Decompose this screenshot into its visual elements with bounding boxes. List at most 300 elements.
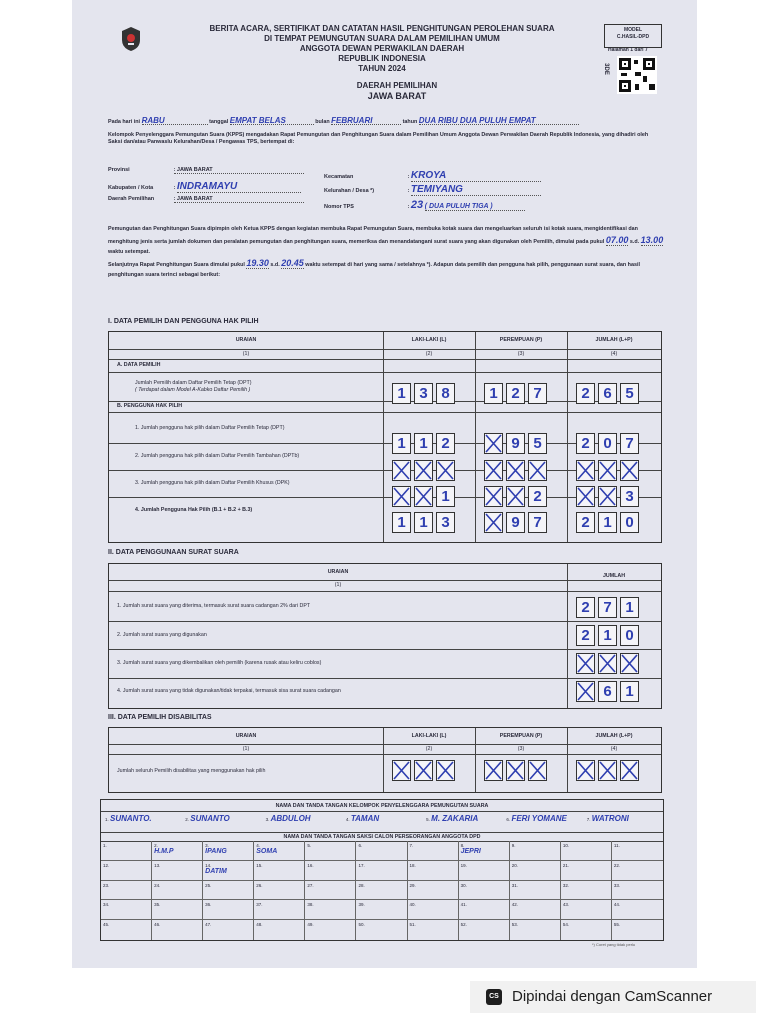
ss-r2-label: 2. Jumlah surat suara yang digunakan — [117, 632, 207, 638]
kpps-number: 2. — [185, 817, 191, 822]
saksi-signature-cell — [408, 920, 459, 940]
digit-box: 1 — [392, 383, 411, 404]
ss-r3-digits — [576, 653, 639, 674]
crossed-digit-box — [506, 460, 525, 481]
digit-box: 3 — [620, 486, 639, 507]
day-label: Pada hari ini — [108, 119, 141, 125]
cross-mark-icon — [437, 761, 454, 780]
saksi-signature-cell — [612, 900, 663, 920]
col-perempuan: PEREMPUAN (P) — [499, 733, 543, 739]
model-code: C.HASIL-DPD — [616, 34, 650, 40]
cross-mark-icon — [415, 487, 432, 506]
digit-box: 0 — [598, 433, 617, 454]
saksi-number: 34. — [103, 902, 110, 908]
saksi-number: 6. — [358, 843, 363, 848]
digit-box: 7 — [528, 383, 547, 404]
saksi-number: 15. — [256, 862, 263, 868]
saksi-number: 7. — [409, 843, 414, 848]
kpps-name: ABDULOH — [270, 814, 311, 823]
col-num: (1) — [242, 746, 250, 752]
qr-side-text: 3DE — [602, 63, 609, 75]
cross-mark-icon — [577, 654, 594, 673]
col-uraian: URAIAN — [235, 337, 257, 343]
cross-mark-icon — [485, 461, 502, 480]
kabupaten-row: Kabupaten / Kota : INDRAMAYU — [108, 181, 301, 193]
saksi-signature-cell — [305, 841, 356, 861]
dis-j-digits — [576, 760, 639, 781]
saksi-signature-cell — [459, 861, 510, 881]
crossed-digit-box — [484, 460, 503, 481]
col-laki-laki: LAKI-LAKI (L) — [411, 337, 447, 343]
crossed-digit-box — [392, 760, 411, 781]
saksi-number: 38. — [307, 902, 314, 908]
saksi-signature-cell — [510, 861, 561, 881]
saksi-signature-cell — [203, 920, 254, 940]
saksi-signature-cell — [152, 900, 203, 920]
b3-j-digits — [576, 486, 639, 507]
saksi-number: 40. — [409, 902, 416, 908]
digit-box: 2 — [576, 433, 595, 454]
digit-box: 2 — [576, 625, 595, 646]
saksi-signature-cell — [254, 861, 305, 881]
desa-label: Kelurahan / Desa *) — [324, 188, 375, 194]
kpps-signature-cell — [587, 814, 661, 823]
kpps-signature-cell — [266, 814, 340, 823]
b2-j-digits — [576, 460, 639, 481]
saksi-number: 51. — [409, 922, 416, 928]
kpps-heading: NAMA DAN TANDA TANGAN KELOMPOK PENYELENGGARA PEMUNGUTAN SUARA — [275, 803, 489, 809]
b2-p-digits — [484, 460, 547, 481]
saksi-signature-grid — [101, 841, 663, 940]
saksi-signature-cell — [561, 841, 612, 861]
saksi-number: 16. — [307, 862, 314, 868]
saksi-signature-cell — [510, 841, 561, 861]
crossed-digit-box — [484, 512, 503, 533]
b4-j-digits — [576, 512, 639, 533]
saksi-signature-cell — [101, 920, 152, 940]
kpps-number: 3. — [265, 817, 271, 822]
crossed-digit-box — [598, 760, 617, 781]
saksi-number: 2. — [154, 843, 158, 848]
crossed-digit-box — [392, 460, 411, 481]
saksi-number: 42. — [511, 902, 518, 908]
col-laki-laki: LAKI-LAKI (L) — [411, 733, 447, 739]
title-line: ANGGOTA DEWAN PERWAKILAN DAERAH — [299, 44, 465, 53]
kpps-name: M. ZAKARIA — [431, 814, 479, 823]
b3-label: 3. Jumlah pengguna hak pilih dalam Daftar Pemilih Khusus (DPK) — [135, 480, 290, 486]
cross-mark-icon — [577, 682, 594, 701]
kecamatan-label: Kecamatan — [324, 174, 354, 180]
saksi-number: 43. — [562, 902, 570, 908]
saksi-number: 50. — [358, 922, 365, 928]
b2-l-digits — [392, 460, 455, 481]
saksi-number: 31. — [511, 882, 518, 888]
saksi-number: 9. — [511, 843, 516, 848]
saksi-signature-cell — [305, 881, 356, 901]
ss-r2-digits — [576, 625, 639, 646]
saksi-number: 49. — [307, 922, 314, 928]
saksi-signature-cell — [459, 881, 510, 901]
saksi-signature-cell — [510, 900, 561, 920]
saksi-signature-cell — [254, 881, 305, 901]
saksi-signature-cell — [305, 920, 356, 940]
saksi-number: 4. — [256, 843, 261, 848]
saksi-number: 13. — [154, 862, 161, 868]
process-paragraph — [108, 224, 668, 281]
digit-box: 2 — [576, 512, 595, 533]
kpps-signature-cell — [426, 814, 500, 823]
saksi-signature-cell — [612, 841, 663, 861]
saksi-number: 46. — [154, 922, 161, 928]
ss-r3-label: 3. Jumlah surat suara yang dikembalikan oleh pemilih (karena rusak atau keliru coblos) — [117, 660, 322, 666]
digit-box: 1 — [620, 597, 639, 618]
provinsi-row — [108, 167, 304, 174]
col-perempuan: PEREMPUAN (P) — [499, 337, 543, 343]
dis-l-digits — [392, 760, 455, 781]
cross-mark-icon — [485, 513, 502, 532]
saksi-signature-cell — [101, 881, 152, 901]
cross-mark-icon — [529, 461, 546, 480]
camscanner-text: Dipindai dengan CamScanner — [512, 988, 713, 1005]
subsection-b: B. PENGGUNA HAK PILIH — [117, 403, 183, 409]
saksi-signature-cell — [254, 900, 305, 920]
saksi-number: 26. — [256, 882, 263, 888]
saksi-signature-cell — [254, 920, 305, 940]
col-num: (3) — [517, 746, 525, 752]
saksi-number: 3. — [205, 843, 209, 848]
camscanner-logo-icon: CS — [486, 989, 502, 1005]
digit-box: 1 — [598, 512, 617, 533]
saksi-signature-cell — [459, 920, 510, 940]
cross-mark-icon — [507, 461, 524, 480]
provinsi-label: Provinsi — [108, 167, 130, 173]
dapil-field-value: : JAWA BARAT — [174, 196, 304, 203]
saksi-signature-cell — [612, 881, 663, 901]
date-value: EMPAT BELAS — [230, 117, 314, 125]
saksi-number: 48. — [256, 922, 263, 928]
saksi-signature-cell — [152, 841, 203, 861]
digit-box: 1 — [436, 486, 455, 507]
dapil-field-label: Daerah Pemilihan — [108, 196, 155, 202]
digit-box: 7 — [598, 597, 617, 618]
b1-j-digits — [576, 433, 639, 454]
col-jumlah: JUMLAH (L+P) — [595, 337, 633, 343]
process-text-3: waktu setempat di hari yang sama / setelahnya *). Adapun data pemilih dan pengguna hak pilih, penggunaan surat suara, dan hasil penghitungan suara terinci sebagai berikut: — [108, 261, 640, 278]
kpps-signature-cell — [105, 814, 179, 823]
cross-mark-icon — [507, 761, 524, 780]
cross-mark-icon — [529, 761, 546, 780]
saksi-number: 52. — [460, 922, 467, 928]
page-number: Halaman 1 dari 7 — [608, 47, 648, 53]
saksi-number: 54. — [562, 922, 570, 928]
crossed-digit-box — [528, 460, 547, 481]
kpps-name: SUNANTO — [190, 814, 230, 823]
saksi-signature-cell — [408, 881, 459, 901]
kpps-number: 7. — [586, 817, 592, 822]
cross-mark-icon — [599, 761, 616, 780]
saksi-number: 44. — [613, 902, 621, 908]
saksi-signature-cell — [561, 861, 612, 881]
process-text-2: Selanjutnya Rapat Penghitungan Suara dimulai pukul — [108, 261, 245, 268]
crossed-digit-box — [392, 486, 411, 507]
crossed-digit-box — [506, 760, 525, 781]
saksi-signature-cell — [203, 900, 254, 920]
saksi-number: 28. — [358, 882, 365, 888]
end-count-time: 20.45 — [281, 257, 304, 268]
dpt-l-digits — [392, 383, 455, 404]
kpps-name: WATRONI — [591, 814, 629, 823]
saksi-signature-cell — [408, 861, 459, 881]
provinsi-value: : JAWA BARAT — [174, 167, 304, 174]
dpt-note: ( Terdapat dalam Model A-Kabko Daftar Pemilih ) — [135, 387, 251, 393]
end-vote-time: 13.00 — [640, 234, 664, 245]
b3-p-digits — [484, 486, 547, 507]
saksi-number: 53. — [511, 922, 518, 928]
saksi-number: 33. — [613, 882, 621, 888]
desa-row: Kelurahan / Desa *) : TEMIYANG — [324, 184, 541, 196]
start-count-time: 19.30 — [246, 257, 269, 268]
saksi-number: 14. — [205, 862, 212, 868]
saksi-signature-cell — [356, 841, 407, 861]
kpps-signature-row — [101, 811, 663, 832]
dapil-value: JAWA BARAT — [367, 91, 427, 101]
saksi-signature-cell — [254, 841, 305, 861]
b4-l-digits — [392, 512, 455, 533]
b2-label: 2. Jumlah pengguna hak pilih dalam Daftar Pemilih Tambahan (DPTb) — [135, 453, 300, 459]
saksi-signature-cell — [510, 920, 561, 940]
digit-box: 1 — [598, 625, 617, 646]
saksi-signature-cell — [101, 861, 152, 881]
saksi-number: 5. — [307, 843, 312, 848]
title-line: REPUBLIK INDONESIA — [338, 54, 426, 63]
saksi-signature-cell — [561, 920, 612, 940]
saksi-number: 17. — [358, 862, 365, 868]
crossed-digit-box — [414, 760, 433, 781]
col-num: (2) — [425, 746, 433, 752]
saksi-signature-cell — [152, 920, 203, 940]
crossed-digit-box — [528, 760, 547, 781]
saksi-signature-cell — [612, 861, 663, 881]
saksi-signature-cell — [101, 900, 152, 920]
saksi-number: 1. — [103, 843, 107, 848]
crossed-digit-box — [414, 486, 433, 507]
saksi-number: 21. — [562, 862, 570, 868]
crossed-digit-box — [576, 653, 595, 674]
dpt-p-digits — [484, 383, 547, 404]
tps-value: 23 — [410, 199, 424, 211]
qr-code-icon — [617, 56, 657, 94]
saksi-number: 41. — [460, 902, 467, 908]
digit-box: 5 — [620, 383, 639, 404]
crossed-digit-box — [620, 760, 639, 781]
saksi-name: H.M.P — [154, 848, 174, 855]
digit-box: 1 — [620, 681, 639, 702]
crossed-digit-box — [436, 760, 455, 781]
col-num: (1) — [242, 351, 250, 357]
kecamatan-row: Kecamatan : KROYA — [324, 170, 541, 182]
crossed-digit-box — [620, 460, 639, 481]
document-title — [182, 24, 582, 74]
dapil-heading — [312, 80, 482, 102]
saksi-signature-cell — [561, 900, 612, 920]
col-num: (3) — [517, 351, 525, 357]
cross-mark-icon — [485, 434, 502, 453]
intro-date-line — [108, 117, 579, 126]
saksi-number: 19. — [460, 862, 467, 868]
saksi-number: 24. — [154, 882, 161, 888]
title-line: TAHUN 2024 — [358, 64, 406, 73]
digit-box: 2 — [528, 486, 547, 507]
saksi-number: 39. — [358, 902, 365, 908]
subsection-a: A. DATA PEMILIH — [117, 362, 161, 368]
cross-mark-icon — [415, 461, 432, 480]
dis-p-digits — [484, 760, 547, 781]
crossed-digit-box — [506, 486, 525, 507]
saksi-number: 45. — [103, 922, 110, 928]
digit-box: 2 — [576, 597, 595, 618]
cross-mark-icon — [599, 654, 616, 673]
digit-box: 1 — [414, 433, 433, 454]
cross-mark-icon — [621, 654, 638, 673]
digit-box: 1 — [392, 433, 411, 454]
digit-box: 3 — [436, 512, 455, 533]
kpps-number: 4. — [345, 817, 351, 822]
year-label: tahun — [402, 119, 418, 125]
b1-label: 1. Jumlah pengguna hak pilih dalam Daftar Pemilih Tetap (DPT) — [135, 425, 285, 431]
crossed-digit-box — [620, 653, 639, 674]
saksi-signature-cell — [101, 841, 152, 861]
cross-mark-icon — [577, 761, 594, 780]
cross-mark-icon — [577, 461, 594, 480]
saksi-number: 36. — [205, 902, 212, 908]
kpps-number: 6. — [506, 817, 512, 822]
saksi-number: 23. — [103, 882, 110, 888]
kpps-number: 5. — [426, 817, 432, 822]
cross-mark-icon — [415, 761, 432, 780]
saksi-number: 55. — [613, 922, 621, 928]
saksi-number: 12. — [103, 862, 110, 868]
b1-p-digits — [484, 433, 547, 454]
saksi-number: 18. — [409, 862, 416, 868]
saksi-signature-cell — [203, 881, 254, 901]
sd-text: s.d. — [270, 261, 280, 268]
sd-text: s.d. — [629, 238, 640, 245]
col-jumlah: JUMLAH — [602, 573, 626, 579]
saksi-number: 20. — [511, 862, 518, 868]
saksi-signature-cell — [356, 881, 407, 901]
tps-label: Nomor TPS — [324, 204, 354, 210]
col-num: (2) — [425, 351, 433, 357]
b4-label: 4. Jumlah Pengguna Hak Pilih (B.1 + B.2 + B.3) — [135, 507, 253, 513]
saksi-number: 10. — [562, 843, 570, 848]
cross-mark-icon — [437, 461, 454, 480]
saksi-signature-cell — [356, 861, 407, 881]
col-uraian: URAIAN — [327, 569, 349, 575]
col-num: (1) — [334, 582, 342, 588]
col-num: (4) — [610, 746, 618, 752]
saksi-name: DATIM — [205, 867, 227, 875]
ss-r4-digits — [576, 681, 639, 702]
col-uraian: URAIAN — [235, 733, 257, 739]
saksi-number: 32. — [562, 882, 570, 888]
kpps-name: SUNANTO. — [110, 814, 152, 823]
saksi-signature-cell — [305, 900, 356, 920]
cross-mark-icon — [599, 461, 616, 480]
ss-r1-label: 1. Jumlah surat suara yang diterima, termasuk surat suara cadangan 2% dari DPT — [117, 603, 311, 609]
saksi-signature-cell — [408, 841, 459, 861]
cross-mark-icon — [393, 487, 410, 506]
crossed-digit-box — [576, 486, 595, 507]
saksi-heading: NAMA DAN TANDA TANGAN SAKSI CALON PERSEORANGAN ANGGOTA DPD — [283, 834, 481, 840]
digit-box: 5 — [528, 433, 547, 454]
cross-mark-icon — [485, 487, 502, 506]
saksi-signature-cell — [612, 920, 663, 940]
saksi-number: 30. — [460, 882, 467, 888]
b4-p-digits — [484, 512, 547, 533]
ss-r4-label: 4. Jumlah surat suara yang tidak digunakan/tidak terpakai, termasuk sisa surat suara cadangan — [117, 688, 341, 694]
digit-box: 1 — [414, 512, 433, 533]
section-1-heading: I. DATA PEMILIH DAN PENGGUNA HAK PILIH — [108, 318, 259, 325]
disabilitas-label: Jumlah seluruh Pemilih disabilitas yang menggunakan hak pilih — [117, 768, 266, 774]
title-line: BERITA ACARA, SERTIFIKAT DAN CATATAN HASIL PENGHITUNGAN PEROLEHAN SUARA — [209, 24, 555, 33]
cross-mark-icon — [393, 461, 410, 480]
saksi-signature-cell — [356, 920, 407, 940]
saksi-number: 11. — [613, 843, 620, 848]
cross-mark-icon — [577, 487, 594, 506]
crossed-digit-box — [598, 460, 617, 481]
saksi-number: 8. — [460, 843, 465, 848]
crossed-digit-box — [576, 681, 595, 702]
dapil-label: DAERAH PEMILIHAN — [356, 81, 438, 90]
saksi-number: 35. — [154, 902, 161, 908]
saksi-signature-cell — [305, 861, 356, 881]
saksi-number: 47. — [205, 922, 212, 928]
digit-box: 9 — [506, 433, 525, 454]
kpu-emblem-icon — [120, 26, 142, 52]
crossed-digit-box — [436, 460, 455, 481]
crossed-digit-box — [484, 433, 503, 454]
saksi-name: IPANG — [205, 848, 227, 855]
saksi-signature-cell — [152, 881, 203, 901]
section-3-heading: III. DATA PEMILIH DISABILITAS — [108, 714, 212, 721]
kabupaten-value: INDRAMAYU — [177, 181, 301, 193]
kpps-signature-cell — [346, 814, 420, 823]
ss-r1-digits — [576, 597, 639, 618]
dapil-row — [108, 196, 304, 203]
month-label: bulan — [315, 119, 330, 125]
b3-l-digits — [392, 486, 455, 507]
desa-value: TEMIYANG — [411, 184, 541, 196]
footer-note: *) Coret yang tidak perlu — [592, 942, 636, 947]
crossed-digit-box — [484, 486, 503, 507]
kpps-signature-cell — [185, 814, 259, 823]
model-label: MODEL — [623, 27, 643, 33]
saksi-number: 25. — [205, 882, 212, 888]
crossed-digit-box — [576, 760, 595, 781]
saksi-signature-cell — [408, 900, 459, 920]
crossed-digit-box — [414, 460, 433, 481]
digit-box: 6 — [598, 383, 617, 404]
crossed-digit-box — [598, 486, 617, 507]
scanned-document — [72, 0, 697, 968]
model-box — [604, 24, 662, 48]
digit-box: 2 — [436, 433, 455, 454]
start-vote-time: 07.00 — [605, 234, 629, 245]
saksi-number: 29. — [409, 882, 416, 888]
kpps-name: TAMAN — [350, 814, 380, 823]
cross-mark-icon — [621, 461, 638, 480]
digit-box: 3 — [414, 383, 433, 404]
